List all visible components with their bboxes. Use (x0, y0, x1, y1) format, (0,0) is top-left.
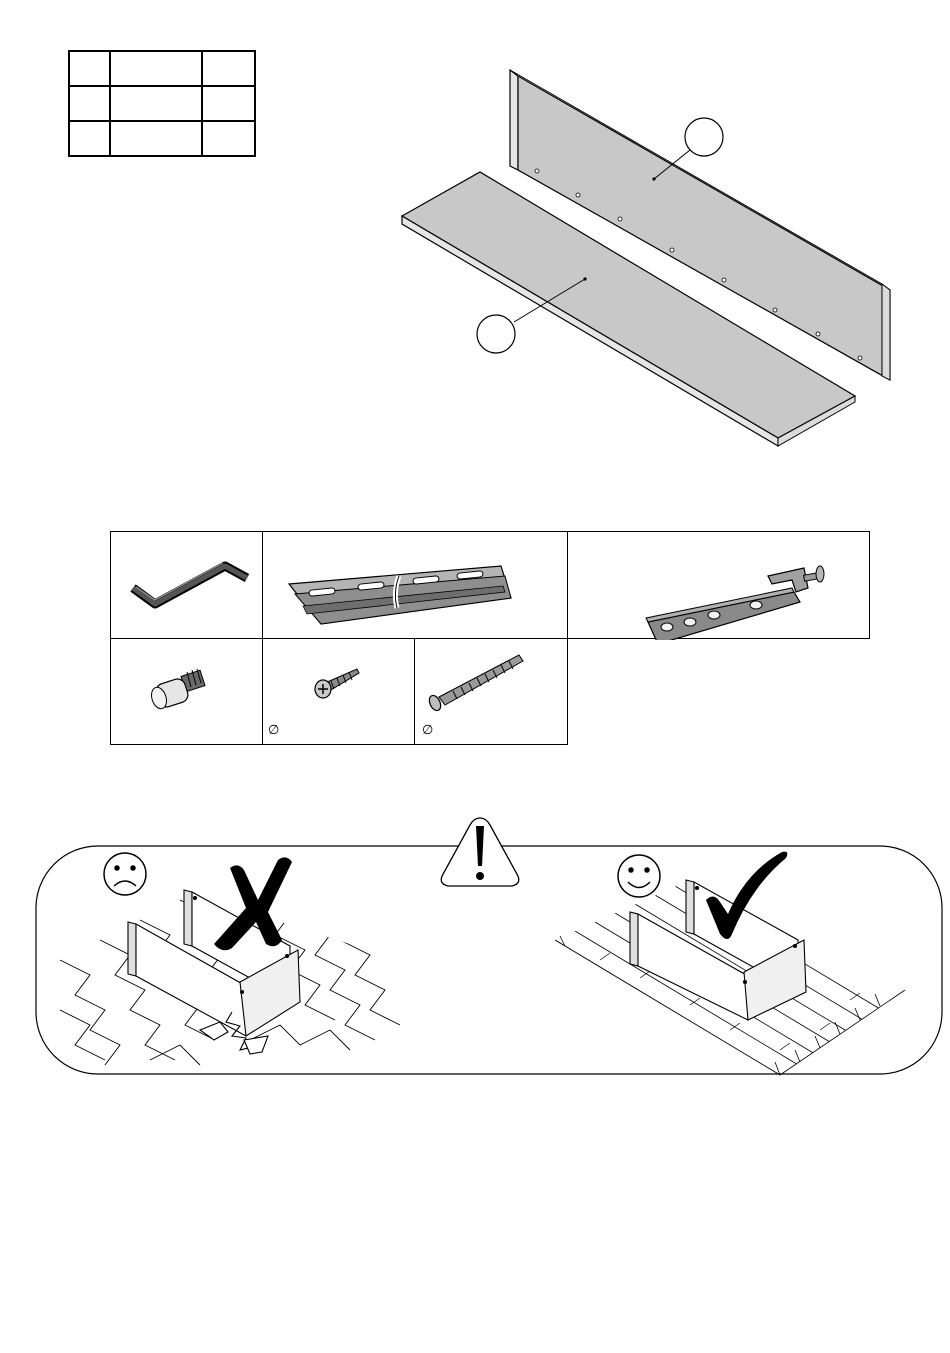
table-cell (202, 86, 255, 121)
table-cell (202, 51, 255, 86)
hw-cell-cam-dowel (110, 638, 263, 745)
panels-illustration (390, 60, 910, 460)
table-cell (202, 121, 255, 156)
hw-cell-hanging-bracket (567, 531, 870, 639)
hw-cell-long-screw (414, 638, 568, 745)
hw-cell-short-screw (262, 638, 415, 745)
mounting-rail-icon (263, 532, 569, 640)
parts-table (68, 50, 256, 157)
hanging-bracket-icon (568, 532, 871, 640)
table-cell (69, 121, 110, 156)
surface-warning-panel (0, 810, 950, 1090)
hw-cell-allen-key (110, 531, 263, 639)
table-cell (69, 51, 110, 86)
table-row (69, 51, 255, 86)
table-row (69, 86, 255, 121)
callout-top (652, 118, 723, 181)
diameter-symbol: ∅ (268, 722, 280, 737)
table-cell (110, 121, 202, 156)
allen-key-icon (111, 532, 264, 640)
cam-dowel-icon (111, 639, 264, 746)
table-cell (69, 86, 110, 121)
table-cell (110, 86, 202, 121)
short-screw-icon (263, 639, 416, 746)
table-row (69, 121, 255, 156)
diameter-symbol: ∅ (422, 722, 434, 737)
long-screw-icon (415, 639, 569, 746)
table-cell (110, 51, 202, 86)
hw-cell-mounting-rail (262, 531, 568, 639)
